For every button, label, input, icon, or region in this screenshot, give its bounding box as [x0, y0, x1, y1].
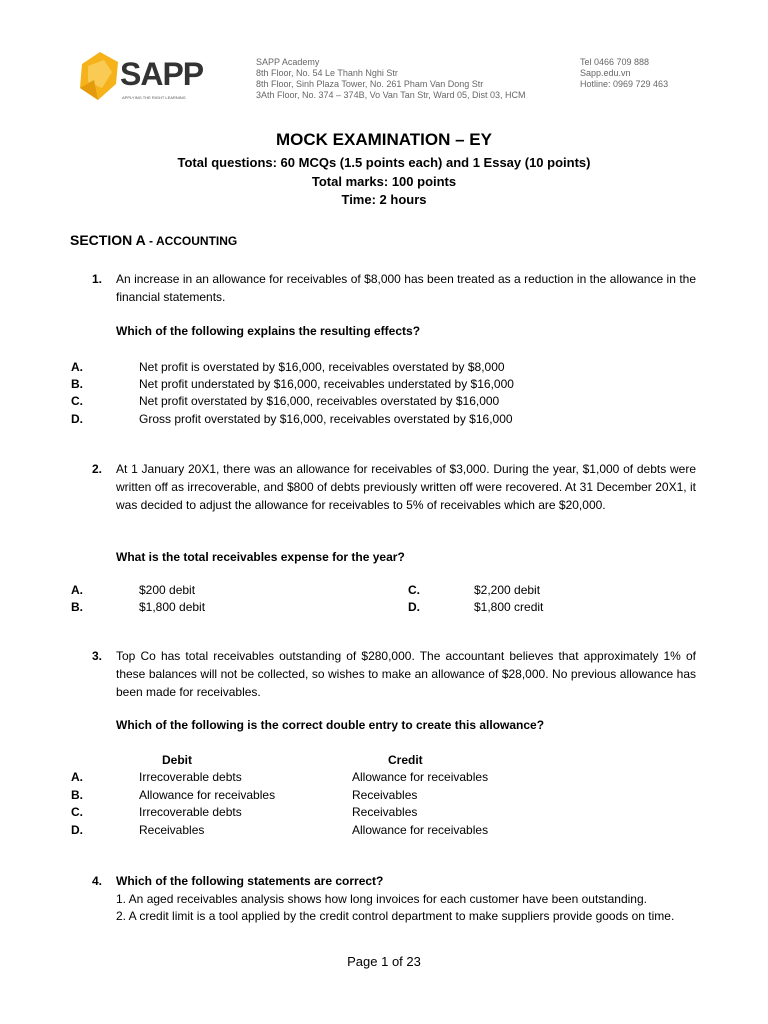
- address-line: 8th Floor, No. 54 Le Thanh Nghi Str: [256, 68, 398, 78]
- logo-mark-icon: [76, 50, 122, 102]
- exam-questions-info: Total questions: 60 MCQs (1.5 points each) and 1 Essay (10 points): [177, 155, 591, 170]
- option-debit: Irrecoverable debts: [139, 770, 242, 784]
- question-text: At 1 January 20X1, there was an allowance for receivables of $3,000. During the year, $1,000 of debts were written off as irrecoverable, and $800 of debts previously written off were recovered. At 31 December 20X1, it was decided to adjust the allowance for receivables to 5% of receivables which are $20,000.: [116, 462, 696, 512]
- contact-line: Sapp.edu.vn: [580, 68, 631, 78]
- option-text: $2,200 debit: [474, 583, 541, 597]
- option-letter: B.: [71, 377, 83, 391]
- option-text: Net profit is overstated by $16,000, receivables overstated by $8,000: [139, 360, 505, 374]
- exam-title: MOCK EXAMINATION – EY: [276, 130, 492, 149]
- question-prompt: Which of the following statements are correct?: [116, 874, 384, 888]
- sapp-logo: [76, 50, 204, 106]
- contact-line: Hotline: 0969 729 463: [580, 79, 669, 89]
- question-text: Top Co has total receivables outstanding of $280,000. The accountant believes that approximately 1% of these balances will not be collected, so wishes to make an allowance of $28,000. No previous allowance has been made for receivables.: [116, 649, 696, 699]
- option-letter: C.: [408, 583, 420, 597]
- option-letter: B.: [71, 600, 83, 614]
- logo-text: SAPP: [120, 56, 204, 92]
- contact-line: Tel 0466 709 888: [580, 57, 650, 67]
- section-label: SECTION A: [70, 232, 146, 248]
- option-credit: Allowance for receivables: [352, 823, 489, 837]
- option-text: $200 debit: [139, 583, 196, 597]
- question-prompt: What is the total receivables expense for the year?: [116, 550, 405, 564]
- option-text: Net profit overstated by $16,000, receivables overstated by $16,000: [139, 394, 500, 408]
- page-number: Page 1 of 23: [347, 954, 421, 969]
- option-letter: B.: [71, 788, 83, 802]
- question-prompt: Which of the following explains the resulting effects?: [116, 324, 421, 338]
- question-number: 4.: [92, 874, 103, 888]
- option-letter: D.: [71, 823, 83, 837]
- option-text: Net profit understated by $16,000, receivables understated by $16,000: [139, 377, 514, 391]
- option-letter: A.: [71, 770, 83, 784]
- logo-tagline: APPLYING THE RIGHT LEARNING: [122, 95, 186, 100]
- option-debit: Irrecoverable debts: [139, 805, 242, 819]
- column-header-credit: Credit: [388, 753, 423, 767]
- column-header-debit: Debit: [162, 753, 192, 767]
- option-text: Gross profit overstated by $16,000, receivables overstated by $16,000: [139, 412, 513, 426]
- option-letter: A.: [71, 360, 83, 374]
- address-line: SAPP Academy: [256, 57, 320, 67]
- exam-time-info: Time: 2 hours: [341, 192, 427, 207]
- question-number: 1.: [92, 272, 103, 286]
- section-heading: [70, 232, 237, 248]
- option-letter: C.: [71, 394, 83, 408]
- header-address: [256, 57, 525, 101]
- exam-marks-info: Total marks: 100 points: [311, 174, 457, 189]
- option-letter: C.: [71, 805, 83, 819]
- option-debit: Receivables: [139, 823, 205, 837]
- option-credit: Receivables: [352, 788, 418, 802]
- option-letter: A.: [71, 583, 83, 597]
- option-text: $1,800 credit: [474, 600, 544, 614]
- statement-text: 1. An aged receivables analysis shows how long invoices for each customer have been outstanding.: [116, 892, 647, 906]
- statement-text: 2. A credit limit is a tool applied by the credit control department to make suppliers provide goods on time.: [116, 909, 675, 923]
- question-number: 2.: [92, 462, 103, 476]
- option-debit: Allowance for receivables: [139, 788, 276, 802]
- header-contact: [580, 57, 668, 90]
- question-text: An increase in an allowance for receivables of $8,000 has been treated as a reduction in the allowance in the financial statements.: [116, 272, 696, 304]
- option-letter: D.: [71, 412, 83, 426]
- question-prompt: Which of the following is the correct double entry to create this allowance?: [116, 718, 545, 732]
- option-credit: Allowance for receivables: [352, 770, 489, 784]
- address-line: 3Ath Floor, No. 374 – 374B, Vo Van Tan Str, Ward 05, Dist 03, HCM: [256, 90, 526, 100]
- option-credit: Receivables: [352, 805, 418, 819]
- option-text: $1,800 debit: [139, 600, 206, 614]
- option-letter: D.: [408, 600, 420, 614]
- section-suffix: - ACCOUNTING: [145, 234, 238, 248]
- question-number: 3.: [92, 649, 103, 663]
- address-line: 8th Floor, Sinh Plaza Tower, No. 261 Pham Van Dong Str: [256, 79, 484, 89]
